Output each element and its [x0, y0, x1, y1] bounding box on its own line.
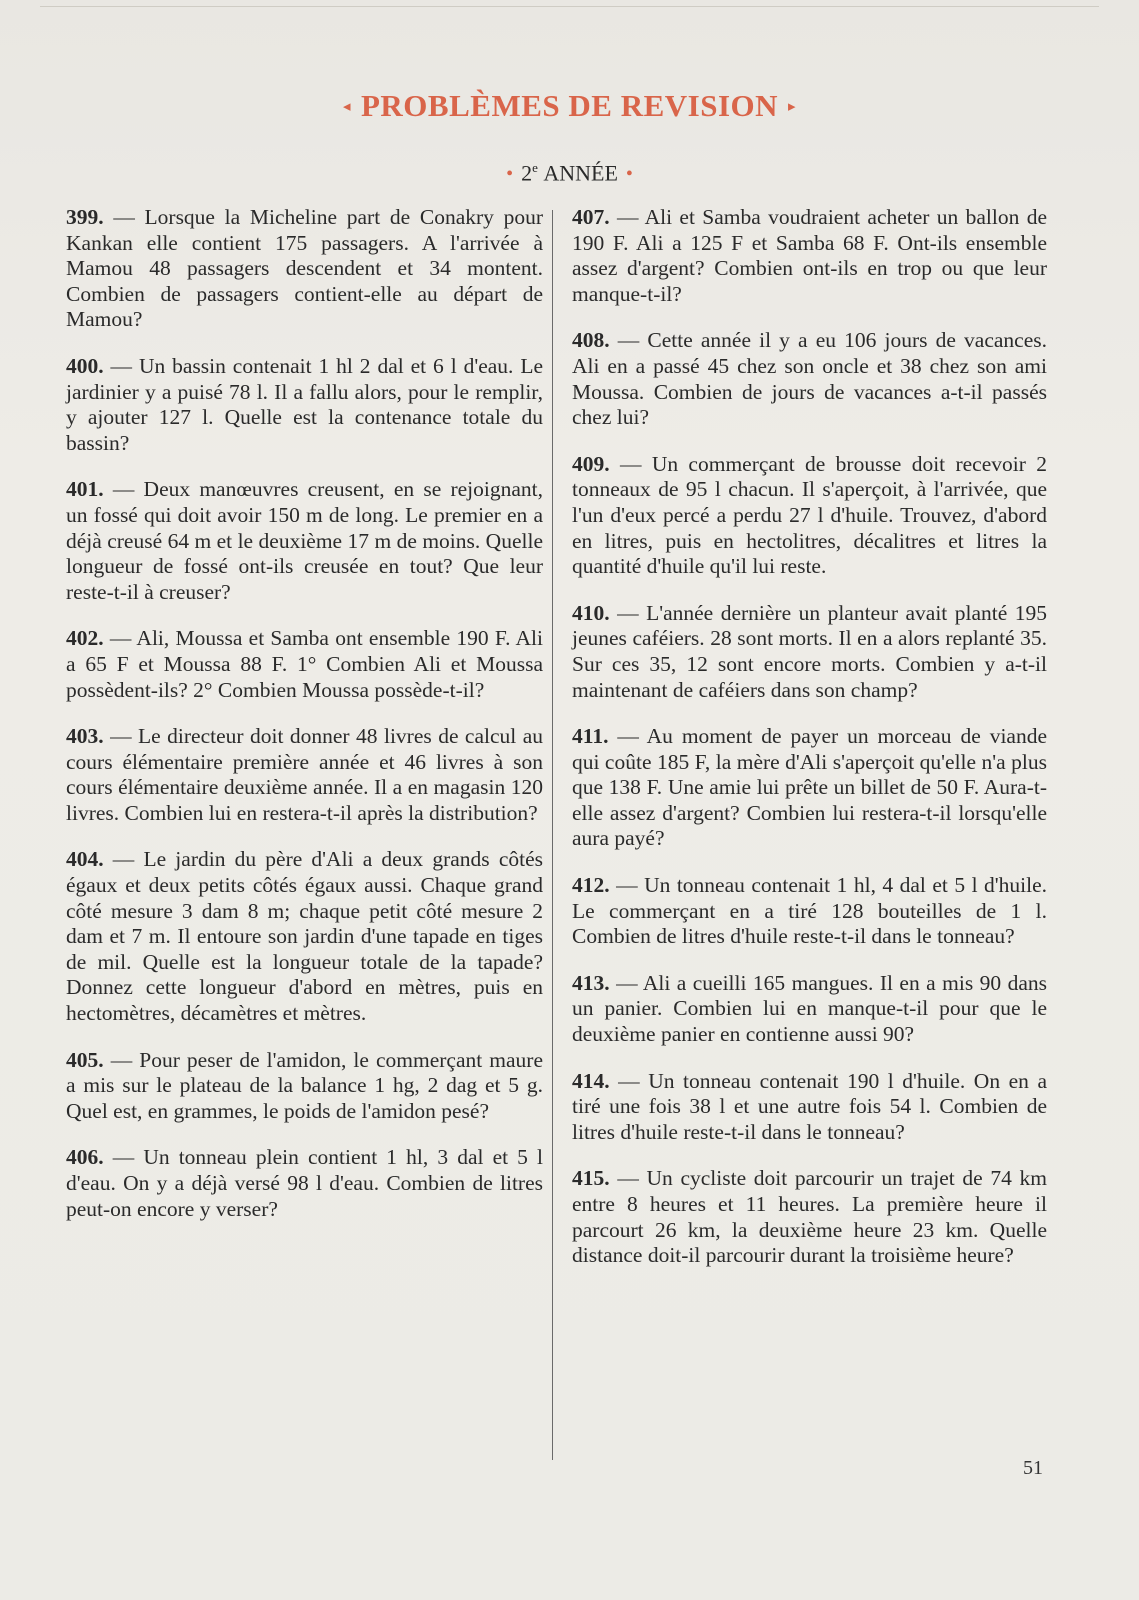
problem-text: — Ali et Samba voudraient acheter un ballon de 190 F. Ali a 125 F et Samba 68 F. Ont-ils ensemble assez d'argent? Combien ont-ils en trop ou que leur manque-t-il? [572, 205, 1047, 306]
problem-number: 402. [66, 626, 104, 651]
problem-text: — Un cycliste doit parcourir un trajet de 74 km entre 8 heures et 11 heures. La première heure il parcourt 26 km, la deuxième heure 23 km. Quelle distance doit-il parcourir durant la troisième heure? [572, 1166, 1048, 1268]
right-column [572, 205, 1047, 1290]
problem-text: — Un tonneau plein contient 1 hl, 3 dal et 5 l d'eau. On y a déjà versé 98 l d'eau. Combien de litres peut-on encore y verser? [66, 1145, 544, 1221]
page-number: 51 [1023, 1457, 1043, 1479]
problem-text: — Un tonneau contenait 190 l d'huile. On en a tiré une fois 38 l et une autre fois 54 l. Combien de litres d'huile reste-t-il dans le tonneau? [572, 1068, 1047, 1144]
problem-number: 406. [66, 1145, 104, 1170]
problem [66, 205, 543, 333]
problem [572, 1166, 1047, 1268]
problem [572, 971, 1047, 1048]
problem [572, 724, 1047, 852]
problem-number: 411. [572, 724, 609, 749]
problem-number: 413. [572, 970, 610, 995]
problem-number: 410. [572, 600, 610, 625]
level-number: 2 [521, 160, 533, 186]
problem-number: 405. [66, 1047, 104, 1072]
problem-number: 401. [66, 477, 104, 502]
problem-number: 407. [572, 205, 610, 229]
right-triangle-icon: ▸ [788, 99, 797, 116]
problem-number: 399. [66, 205, 104, 229]
problem [572, 452, 1047, 580]
title-text: PROBLÈMES DE REVISION [360, 88, 779, 123]
problem [572, 1069, 1047, 1146]
problem-text: — Ali, Moussa et Samba ont ensemble 190 F. Ali a 65 F et Moussa 88 F. 1° Combien Ali et Moussa possèdent-ils? 2° Combien Moussa possède-t-il? [66, 626, 543, 702]
bullet-icon: • [506, 163, 514, 186]
problem-text: — Deux manœuvres creusent, en se rejoignant, un fossé qui doit avoir 150 m de long. Le premier en a déjà creusé 64 m et le deuxième 17 m de moins. Quelle longueur de fossé ont-ils creusée en tout? Que leur reste-t-il à creuser? [66, 477, 544, 604]
problem-text: — Au moment de payer un morceau de viande qui coûte 185 F, la mère d'Ali s'aperçoit qu'elle n'a plus que 138 F. Une amie lui prête un billet de 50 F. Aura-t-elle assez d'argent? Combien lui restera-t-il lorsqu'elle aura payé? [572, 724, 1047, 851]
problem-text: — Un tonneau contenait 1 hl, 4 dal et 5 l d'huile. Le commerçant en a tiré 128 bouteilles de 1 l. Combien de litres d'huile reste-t-il dans le tonneau? [572, 873, 1048, 949]
bullet-icon: • [625, 163, 633, 186]
problem [572, 601, 1047, 703]
problem-text: — Un bassin contenait 1 hl 2 dal et 6 l d'eau. Le jardinier y a puisé 78 l. Il a fallu alors, pour le remplir, y ajouter 127 l. Quelle est la contenance totale du bassin? [66, 353, 544, 455]
problem [66, 477, 543, 605]
top-edge-rule [40, 6, 1099, 7]
problem-text: — Pour peser de l'amidon, le commerçant maure a mis sur le plateau de la balance 1 hg, 2 dag et 5 g. Quel est, en grammes, le poids de l'amidon pesé? [66, 1047, 544, 1123]
problem-number: 412. [572, 873, 610, 898]
problem [66, 354, 543, 456]
left-column [66, 205, 543, 1243]
problem [572, 328, 1047, 430]
level-text: ANNÉE [543, 160, 618, 186]
problem-number: 408. [572, 328, 610, 353]
problem [66, 847, 543, 1026]
left-triangle-icon: ◂ [342, 99, 351, 116]
problem [66, 724, 543, 826]
problem-text: — Un commerçant de brousse doit recevoir 2 tonneaux de 95 l chacun. Il s'aperçoit, à l'arrivée, que l'un d'eux percé a perdu 27 l d'huile. Trouvez, d'abord en litres, puis en hectolitres, décalitres et litres la quantité d'huile qu'il lui reste. [572, 451, 1047, 579]
level-heading [0, 160, 1139, 186]
problem-number: 403. [66, 724, 104, 749]
problem-text: — L'année dernière un planteur avait planté 195 jeunes caféiers. 28 sont morts. Il en a alors replanté 35. Sur ces 35, 12 sont encore morts. Combien y a-t-il maintenant de caféiers dans son champ? [572, 600, 1048, 702]
level-superscript: e [532, 160, 538, 175]
problem-text: — Lorsque la Micheline part de Conakry pour Kankan elle contient 175 passagers. A l'arrivée à Mamou 48 passagers descendent et 34 montent. Combien de passagers contient-elle au départ de Mamou? [66, 205, 543, 332]
problem-text: — Cette année il y a eu 106 jours de vacances. Ali en a passé 45 chez son oncle et 38 chez son ami Moussa. Combien de jours de vacances a-t-il passés chez lui? [572, 328, 1048, 430]
column-divider [552, 210, 553, 1460]
page-title [0, 88, 1139, 124]
problem-text: — Ali a cueilli 165 mangues. Il en a mis 90 dans un panier. Combien lui en manque-t-il pour que le deuxième panier en contienne aussi 90? [572, 970, 1047, 1047]
problem [66, 1048, 543, 1125]
problem-text: — Le directeur doit donner 48 livres de calcul au cours élémentaire première année et 46 livres à son cours élémentaire deuxième année. Il a en magasin 120 livres. Combien lui en restera-t-il après la distribution? [66, 724, 543, 825]
problem [572, 205, 1047, 307]
problem [66, 626, 543, 703]
problem-number: 415. [572, 1166, 610, 1191]
problem-text: — Le jardin du père d'Ali a deux grands côtés égaux et deux petits côtés égaux aussi. Chaque grand côté mesure 3 dam 8 m; chaque petit côté mesure 2 dam et 7 m. Il entoure son jardin d'une tapade en tiges de mil. Quelle est la longueur totale de la tapade? Donnez cette longueur d'abord en mètres, puis en hectomètres, décamètres et mètres. [66, 847, 544, 1026]
problem [572, 873, 1047, 950]
problem-number: 400. [66, 353, 104, 378]
problem-number: 409. [572, 451, 610, 476]
problem-number: 404. [66, 847, 104, 872]
problem [66, 1145, 543, 1222]
problem-number: 414. [572, 1068, 610, 1093]
